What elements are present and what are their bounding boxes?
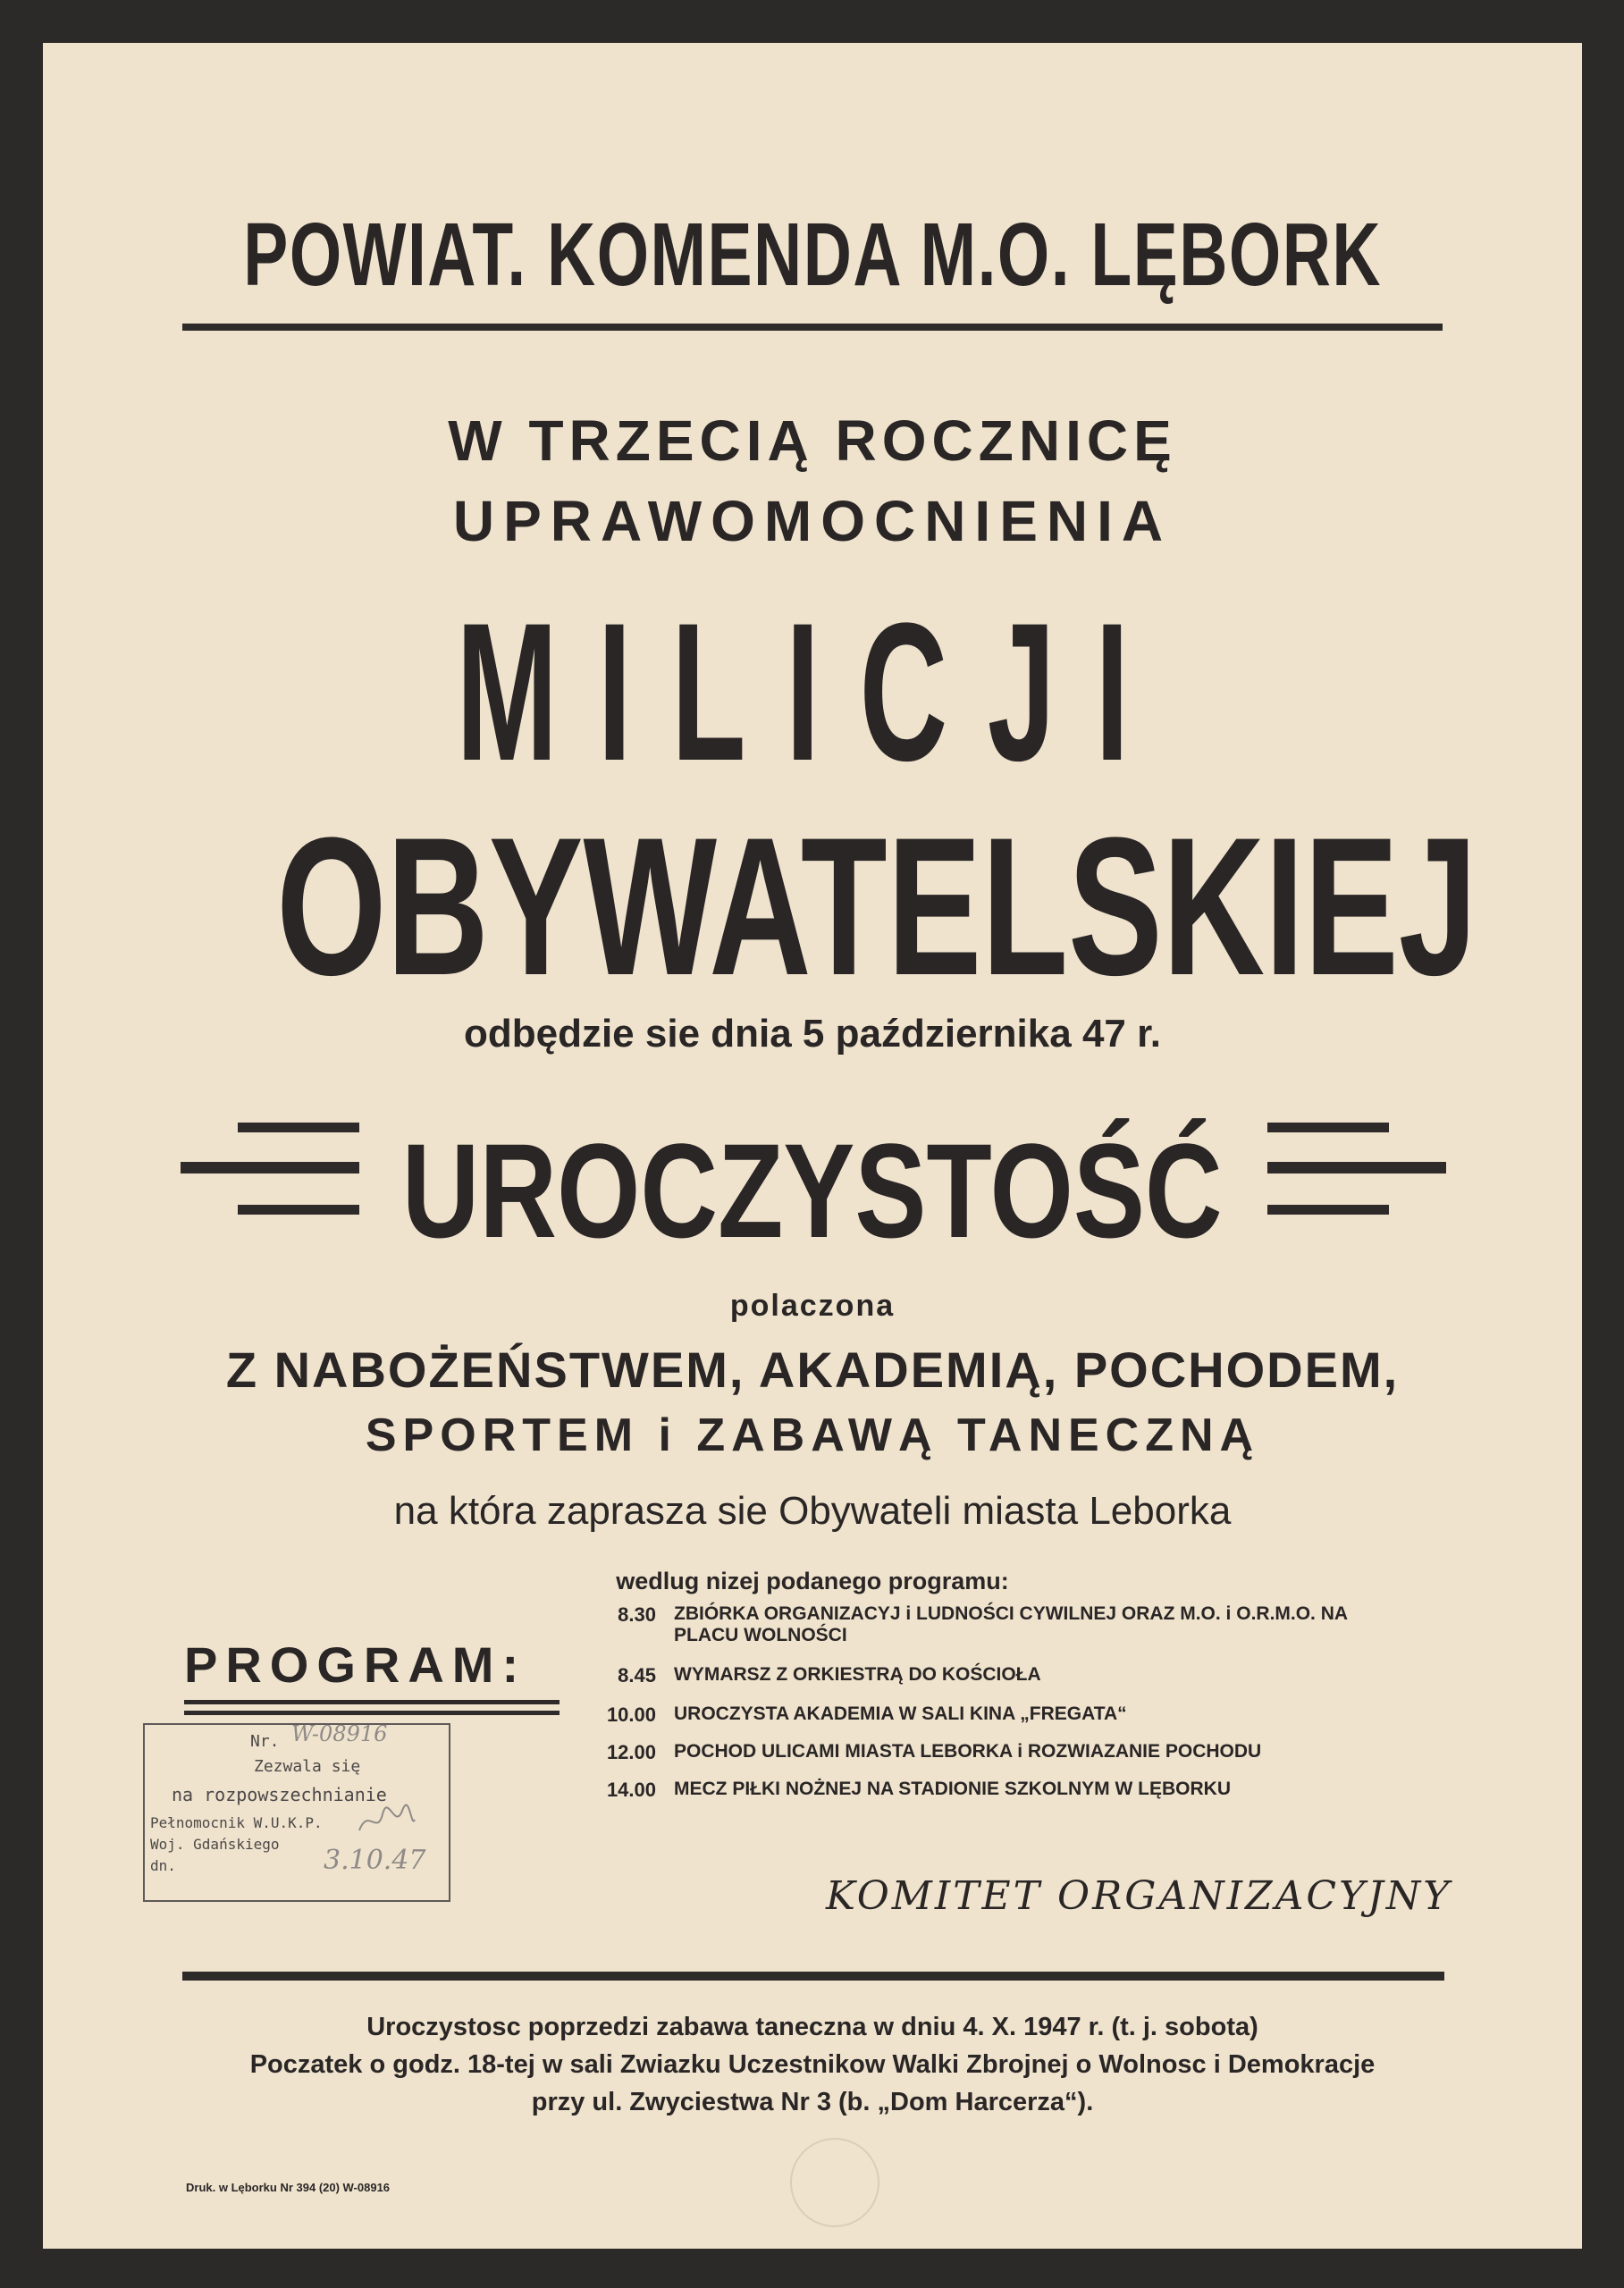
invitation-text: na która zaprasza sie Obywateli miasta Leborka [393, 1489, 1232, 1533]
program-time: 8.45 [618, 1664, 656, 1687]
program-desc: MECZ PIŁKI NOŻNEJ NA STADIONIE SZKOLNYM W LĘBORKU [674, 1779, 1231, 1799]
main-word: UROCZYSTOŚĆ [402, 1115, 1223, 1266]
program-intro: wedlug nizej podanego programu: [616, 1568, 1009, 1594]
header-rule [182, 324, 1443, 331]
poster-sheet [43, 43, 1582, 2249]
program-time: 8.30 [618, 1603, 656, 1626]
program-item [577, 1741, 1261, 1764]
footer-line-3: przy ul. Zwyciestwa Nr 3 (b. „Dom Harcerza“). [531, 2088, 1094, 2116]
program-underline-2 [184, 1711, 560, 1715]
stamp-line-4: Woj. Gdańskiego [150, 1836, 280, 1853]
stamp-nr-value: W-08916 [291, 1721, 388, 1746]
program-item [577, 1779, 1231, 1802]
faint-round-stamp [790, 2138, 879, 2227]
printer-note: Druk. w Lęborku Nr 394 (20) W-08916 [186, 2181, 391, 2194]
poster-header: POWIAT. KOMENDA M.O. LĘBORK [243, 205, 1382, 305]
program-time: 10.00 [606, 1703, 656, 1726]
program-underline-1 [184, 1700, 560, 1704]
footer-line-2: Poczatek o godz. 18-tej w sali Zwiazku Uczestnikow Walki Zbrojnej o Wolnosc i Demokracje [249, 2050, 1376, 2079]
footer-line-1: Uroczystosc poprzedzi zabawa taneczna w dniu 4. X. 1947 r. (t. j. sobota) [366, 2013, 1258, 2041]
committee-signature: KOMITET ORGANIZACYJNY [826, 1873, 1452, 1919]
activities-line-2: SPORTEM i ZABAWĄ TANECZNĄ [365, 1409, 1260, 1461]
program-time: 12.00 [606, 1741, 656, 1763]
subtitle-line-2: UPRAWOMOCNIENIA [452, 489, 1173, 553]
program-desc-cont: PLACU WOLNOŚCI [674, 1625, 847, 1645]
stamp-line-1: Zezwala się [254, 1757, 361, 1776]
activities-line-1: Z NABOŻEŃSTWEM, AKADEMIĄ, POCHODEM, [225, 1342, 1400, 1398]
program-desc: WYMARSZ Z ORKIESTRĄ DO KOŚCIOŁA [674, 1664, 1041, 1685]
program-desc: POCHOD ULICAMI MIASTA LEBORKA i ROZWIAZANIE POCHODU [674, 1741, 1262, 1762]
subtitle-line-1: W TRZECIĄ ROCZNICĘ [448, 408, 1177, 473]
stamp-line-2: na rozpowszechnianie [172, 1784, 387, 1805]
program-label: PROGRAM: [184, 1636, 527, 1693]
connector-text: polaczona [729, 1289, 896, 1323]
stamp-dn-value: 3.10.47 [324, 1845, 426, 1876]
title-line-1: MILICJI [456, 582, 1169, 802]
signature-scribble [356, 1804, 418, 1839]
program-desc: ZBIÓRKA ORGANIZACYJ i LUDNOŚCI CYWILNEJ ORAZ M.O. i O.R.M.O. NA [674, 1603, 1349, 1624]
stamp-line-3: Pełnomocnik W.U.K.P. [150, 1814, 323, 1831]
program-time: 14.00 [606, 1779, 656, 1801]
program-item [577, 1603, 1348, 1646]
program-item [577, 1664, 1041, 1687]
program-desc: UROCZYSTA AKADEMIA W SALI KINA „FREGATA“ [674, 1703, 1127, 1724]
title-line-2: OBYWATELSKIEJ [276, 796, 1477, 1016]
stamp-dn-label: dn. [150, 1857, 176, 1874]
program-item [577, 1703, 1127, 1727]
censorship-stamp [143, 1723, 450, 1902]
footer-rule [182, 1972, 1444, 1981]
date-line: odbędzie sie dnia 5 października 47 r. [463, 1012, 1162, 1056]
stamp-nr-label: Nr. [250, 1732, 280, 1751]
